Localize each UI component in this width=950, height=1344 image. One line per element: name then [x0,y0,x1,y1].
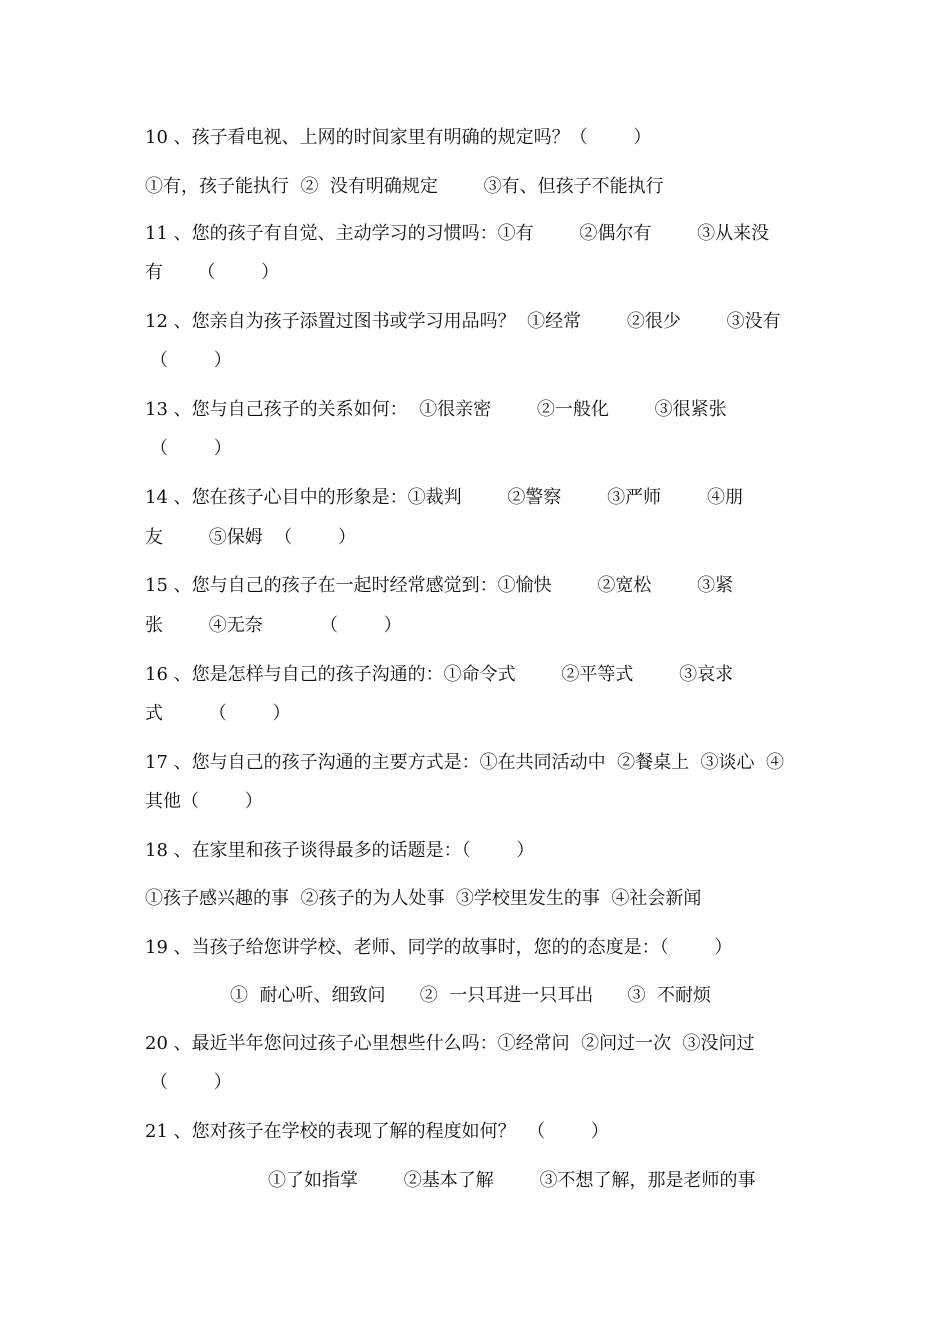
question-13-line: 13 、您与自己孩子的关系如何： ①很亲密 ②一般化 ③很紧张 [145,399,727,420]
question-19-options: ① 耐心听、细致问 ② 一只耳进一只耳出 ③ 不耐烦 [230,985,711,1006]
question-11-continuation: 有 （ ） [145,262,280,283]
question-18-line: 18 、在家里和孩子谈得最多的话题是：（ ） [145,840,535,861]
question-18-options: ①孩子感兴趣的事 ②孩子的为人处事 ③学校里发生的事 ④社会新闻 [145,888,702,909]
question-20-line: 20 、最近半年您问过孩子心里想些什么吗：①经常问 ②问过一次 ③没问过 [145,1033,755,1054]
question-19-line: 19 、当孩子给您讲学校、老师、同学的故事时，您的的态度是：（ ） [145,937,733,958]
question-13-answer-blank: （ ） [150,438,232,459]
question-10-line: 10 、孩子看电视、上网的时间家里有明确的规定吗？（ ） [145,127,652,148]
question-17-line: 17 、您与自己的孩子沟通的主要方式是：①在共同活动中 ②餐桌上 ③谈心 ④ [145,752,784,773]
question-16-continuation: 式 （ ） [145,703,291,724]
question-14-continuation: 友 ⑤保姆 （ ） [145,527,356,548]
question-21-line: 21 、您对孩子在学校的表现了解的程度如何？ （ ） [145,1121,609,1142]
question-15-line: 15 、您与自己的孩子在一起时经常感觉到：①愉快 ②宽松 ③紧 [145,575,734,596]
question-11-line: 11 、您的孩子有自觉、主动学习的习惯吗：①有 ②偶尔有 ③从来没 [145,223,770,244]
question-10-options: ①有，孩子能执行 ② 没有明确规定 ③有、但孩子不能执行 [145,176,664,197]
question-14-line: 14 、您在孩子心目中的形象是：①裁判 ②警察 ③严师 ④朋 [145,487,743,508]
question-17-continuation: 其他（ ） [145,791,263,812]
question-12-line: 12 、您亲自为孩子添置过图书或学习用品吗？ ①经常 ②很少 ③没有 [145,311,781,332]
question-15-continuation: 张 ④无奈 （ ） [145,615,402,636]
question-20-answer-blank: （ ） [150,1072,232,1093]
question-21-options: ①了如指掌 ②基本了解 ③不想了解，那是老师的事 [268,1170,756,1191]
question-16-line: 16 、您是怎样与自己的孩子沟通的：①命令式 ②平等式 ③哀求 [145,664,734,685]
question-12-answer-blank: （ ） [150,350,232,371]
